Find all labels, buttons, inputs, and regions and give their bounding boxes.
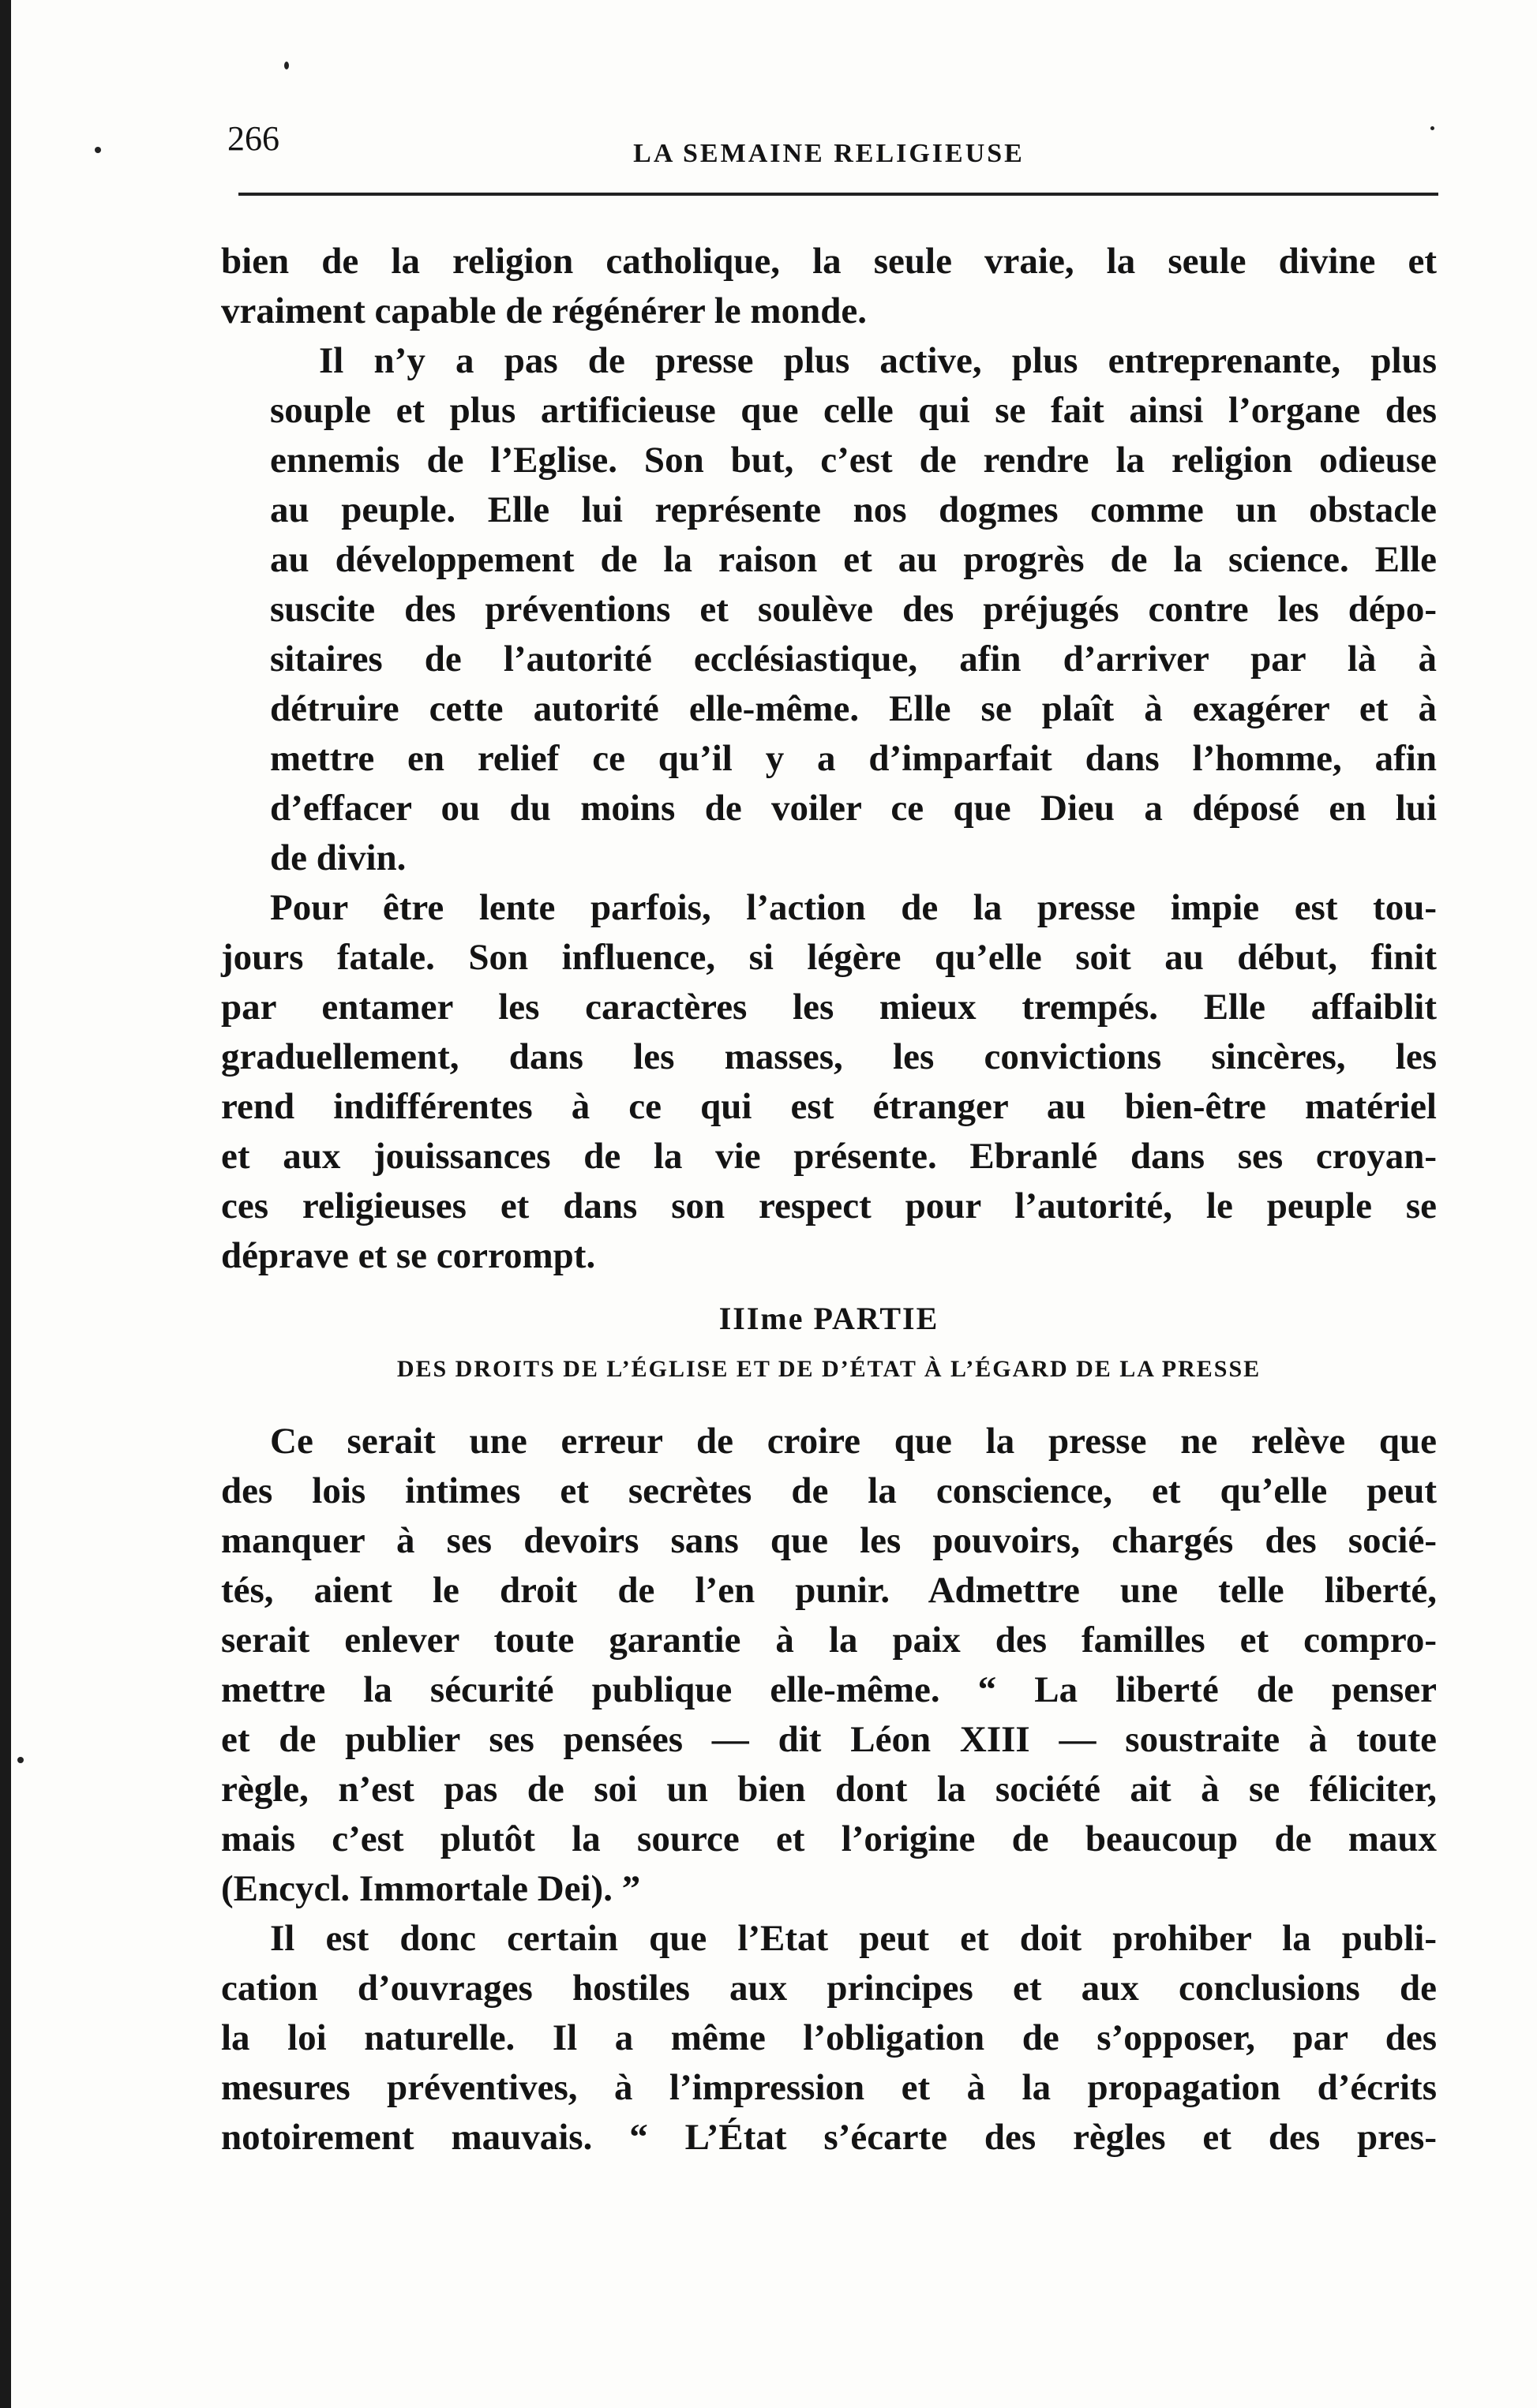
text-line: bien de la religion catholique, la seule vraie, la seule divine et xyxy=(221,241,1437,282)
text-line: mesures préventives, à l’impression et à la propagation d’écrits xyxy=(221,2067,1437,2108)
text-line: vraiment capable de régénérer le monde. xyxy=(221,290,867,331)
text-line: cation d’ouvrages hostiles aux principes et aux conclusions de xyxy=(221,1968,1437,2009)
scan-border xyxy=(0,0,11,2408)
text-line: rend indifférentes à ce qui est étranger au bien-être matériel xyxy=(221,1086,1437,1127)
text-line: Ce serait une erreur de croire que la presse ne relève que xyxy=(270,1421,1437,1462)
text-line: sitaires de l’autorité ecclésiastique, afin d’arriver par là à xyxy=(270,639,1437,680)
text-line: Pour être lente parfois, l’action de la presse impie est tou- xyxy=(270,887,1437,928)
page-header xyxy=(221,110,1437,182)
page-number: 266 xyxy=(227,119,279,158)
book-page xyxy=(221,110,1437,2158)
text-line: tés, aient le droit de l’en punir. Admettre une telle liberté, xyxy=(221,1570,1437,1611)
paragraph-3 xyxy=(221,883,1437,1281)
text-line: ennemis de l’Eglise. Son but, c’est de rendre la religion odieuse xyxy=(270,440,1437,481)
scan-speck xyxy=(17,1757,24,1763)
text-line: jours fatale. Son influence, si légère qu’elle soit au début, finit xyxy=(221,937,1437,978)
text-line: mettre en relief ce qu’il y a d’imparfait dans l’homme, afin xyxy=(270,738,1437,779)
text-line: d’effacer ou du moins de voiler ce que Dieu a déposé en lui xyxy=(270,788,1437,829)
text-line: et de publier ses pensées — dit Léon XIII — soustraite à toute xyxy=(221,1719,1437,1760)
text-line: au développement de la raison et au progrès de la science. Elle xyxy=(270,539,1437,580)
header-rule xyxy=(238,193,1438,196)
section-title: IIIme PARTIE xyxy=(718,1301,939,1336)
text-line: des lois intimes et secrètes de la conscience, et qu’elle peut xyxy=(221,1470,1437,1511)
text-line: (Encycl. Immortale Dei). ” xyxy=(221,1868,641,1909)
text-line: manquer à ses devoirs sans que les pouvoirs, chargés des socié- xyxy=(221,1520,1437,1561)
text-line: et aux jouissances de la vie présente. Ebranlé dans ses croyan- xyxy=(221,1136,1437,1177)
section-subtitle: DES DROITS DE L’ÉGLISE ET DE D’ÉTAT À L’ÉGARD DE LA PRESSE xyxy=(396,1356,1261,1382)
text-line: suscite des préventions et soulève des préjugés contre les dépo- xyxy=(270,589,1437,630)
scan-speck xyxy=(95,147,101,153)
running-title: LA SEMAINE RELIGIEUSE xyxy=(633,139,1025,168)
text-line: souple et plus artificieuse que celle qui se fait ainsi l’organe des xyxy=(270,390,1437,431)
text-line: mais c’est plutôt la source et l’origine de beaucoup de maux xyxy=(221,1818,1437,1859)
scan-speck xyxy=(284,62,289,69)
text-line: par entamer les caractères les mieux trempés. Elle affaiblit xyxy=(221,987,1437,1028)
paragraph-1 xyxy=(221,237,1437,336)
paragraph-5 xyxy=(221,1914,1437,2163)
text-line: déprave et se corrompt. xyxy=(221,1235,596,1276)
scan-speck xyxy=(1430,126,1434,130)
text-line: au peuple. Elle lui représente nos dogmes comme un obstacle xyxy=(270,489,1437,530)
text-line: notoirement mauvais. “ L’État s’écarte des règles et des pres- xyxy=(221,2117,1437,2158)
text-line: Il est donc certain que l’Etat peut et doit prohiber la publi- xyxy=(270,1918,1437,1959)
paragraph-2 xyxy=(221,336,1437,883)
text-line: Il n’y a pas de presse plus active, plus entreprenante, plus xyxy=(319,340,1437,381)
text-line: la loi naturelle. Il a même l’obligation de s’opposer, par des xyxy=(221,2017,1437,2058)
text-line: mettre la sécurité publique elle-même. “ La liberté de penser xyxy=(221,1669,1437,1710)
text-line: règle, n’est pas de soi un bien dont la société ait à se féliciter, xyxy=(221,1769,1437,1810)
text-line: ces religieuses et dans son respect pour l’autorité, le peuple se xyxy=(221,1185,1437,1226)
text-line: serait enlever toute garantie à la paix des familles et compro- xyxy=(221,1620,1437,1661)
text-line: de divin. xyxy=(270,837,407,878)
body-text xyxy=(221,237,1437,2163)
text-line: détruire cette autorité elle-même. Elle se plaît à exagérer et à xyxy=(270,688,1437,729)
paragraph-4 xyxy=(221,1417,1437,1914)
text-line: graduellement, dans les masses, les convictions sincères, les xyxy=(221,1036,1437,1077)
